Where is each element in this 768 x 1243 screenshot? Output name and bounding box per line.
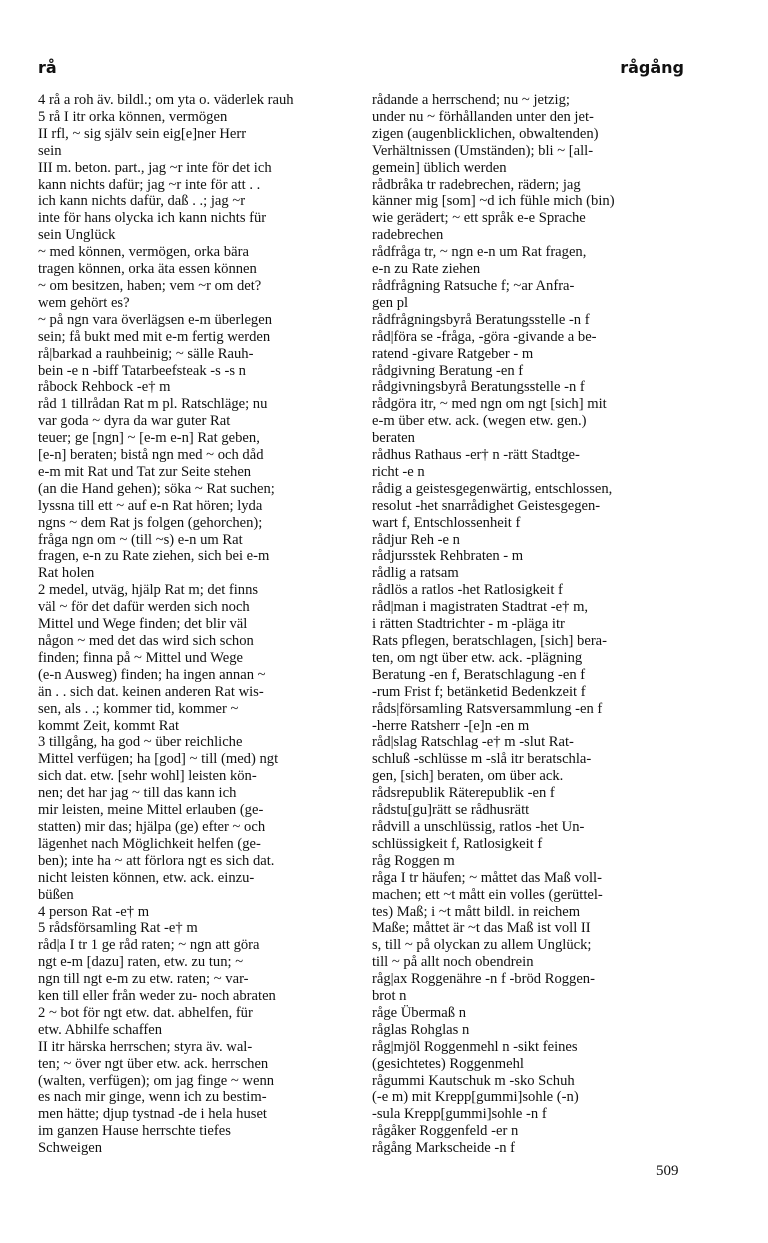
- dictionary-line: fråga ngn om ~ (till ~s) e-n um Rat: [38, 531, 243, 548]
- running-head-left: rå: [38, 58, 57, 77]
- dictionary-line: etw. Abhilfe schaffen: [38, 1021, 163, 1038]
- dictionary-line: sich dat. etw. [sehr wohl] leisten kön-: [38, 768, 257, 785]
- dictionary-line: teuer; ge [ngn] ~ [e-m e-n] Rat geben,: [38, 430, 260, 447]
- dictionary-line: beraten: [372, 430, 415, 447]
- dictionary-line: ten, om ngt über etw. ack. -plägning: [372, 649, 583, 666]
- dictionary-line: rådvill a unschlüssig, ratlos -het Un-: [372, 818, 585, 835]
- dictionary-line: [e-n] beraten; bistå ngn med ~ och dåd: [38, 447, 264, 464]
- dictionary-line: råd|a I tr 1 ge råd raten; ~ ngn att göra: [38, 937, 260, 954]
- dictionary-line: e-m über etw. ack. (wegen etw. gen.): [372, 413, 587, 430]
- dictionary-line: råg Roggen m: [372, 852, 455, 869]
- dictionary-line: ten; ~ över ngt über etw. ack. herrschen: [38, 1055, 269, 1072]
- dictionary-line: bein -e n -biff Tatarbeefsteak -s -s n: [38, 362, 246, 379]
- dictionary-line: schluß -schlüsse m -slå itr beratschla-: [372, 751, 592, 768]
- dictionary-line: 2 ~ bot för ngt etw. dat. abhelfen, für: [38, 1004, 253, 1021]
- dictionary-line: lägenhet nach Möglichkeit helfen (ge-: [38, 835, 261, 852]
- dictionary-line: rådhus Rathaus -er† n -rätt Stadtge-: [372, 447, 580, 464]
- dictionary-line: till ~ på allt noch obendrein: [372, 954, 534, 971]
- dictionary-line: 3 tillgång, ha god ~ über reichliche: [38, 734, 243, 751]
- dictionary-line: III m. beton. part., jag ~r inte för det ich: [38, 159, 272, 176]
- dictionary-line: radebrechen: [372, 227, 444, 244]
- dictionary-line: wem gehört es?: [38, 294, 130, 311]
- dictionary-line: ~ om besitzen, haben; vem ~r om det?: [38, 277, 262, 294]
- dictionary-line: 4 person Rat -e† m: [38, 903, 150, 920]
- dictionary-line: kommt Zeit, kommt Rat: [38, 717, 180, 734]
- dictionary-line: sein; få bukt med mit e-m fertig werden: [38, 328, 271, 345]
- dictionary-line: rågång Markscheide -n f: [372, 1140, 516, 1157]
- dictionary-line: råd|slag Ratschlag -e† m -slut Rat-: [372, 734, 574, 751]
- dictionary-line: sein: [38, 142, 62, 159]
- dictionary-line: ich kann nichts dafür, daß . .; jag ~r: [38, 193, 246, 210]
- dictionary-line: råbock Rehbock -e† m: [38, 379, 171, 396]
- dictionary-line: II itr härska herrschen; styra äv. wal-: [38, 1038, 253, 1055]
- dictionary-line: Maße; måttet är ~t das Maß ist voll II: [372, 920, 591, 937]
- dictionary-line: lyssna till ett ~ auf e-n Rat hören; lyda: [38, 497, 263, 514]
- dictionary-line: 5 rå I itr orka können, vermögen: [38, 108, 228, 125]
- dictionary-line: rådjur Reh -e n: [372, 531, 460, 548]
- dictionary-line: i rätten Stadtrichter - m -pläga itr: [372, 616, 565, 633]
- dictionary-line: Schweigen: [38, 1140, 103, 1157]
- dictionary-line: rågåker Roggenfeld -er n: [372, 1123, 519, 1140]
- dictionary-line: råglas Rohglas n: [372, 1021, 470, 1038]
- dictionary-line: ngt e-m [dazu] raten, etw. zu tun; ~: [38, 954, 244, 971]
- dictionary-line: ben); inte ha ~ att förlora ngt es sich dat.: [38, 852, 275, 869]
- dictionary-line: råg|ax Roggenähre -n f -bröd Roggen-: [372, 971, 595, 988]
- dictionary-line: (e-n Ausweg) finden; ha ingen annan ~: [38, 666, 266, 683]
- dictionary-line: (walten, verfügen); om jag finge ~ wenn: [38, 1072, 275, 1089]
- dictionary-line: resolut -het snarrådighet Geistesgegen-: [372, 497, 601, 514]
- dictionary-line: richt -e n: [372, 463, 425, 480]
- dictionary-line: ratend -givare Ratgeber - m: [372, 345, 534, 362]
- dictionary-line: (gesichtetes) Roggenmehl: [372, 1055, 524, 1072]
- dictionary-line: ngn till ngt e-m zu etw. raten; ~ var-: [38, 971, 249, 988]
- dictionary-line: gen, [sich] beraten, om über ack.: [372, 768, 564, 785]
- dictionary-line: rådfråga tr, ~ ngn e-n um Rat fragen,: [372, 244, 587, 261]
- dictionary-line: råge Übermaß n: [372, 1004, 467, 1021]
- dictionary-line: machen; ett ~t mått ein volles (gerüttel-: [372, 886, 603, 903]
- dictionary-line: wie gerädert; ~ ett språk e-e Sprache: [372, 210, 586, 227]
- dictionary-line: ngns ~ dem Rat js folgen (gehorchen);: [38, 514, 263, 531]
- dictionary-line: II rfl, ~ sig själv sein eig[e]ner Herr: [38, 125, 247, 142]
- dictionary-line: rådlig a ratsam: [372, 565, 459, 582]
- dictionary-line: mir leisten, meine Mittel erlauben (ge-: [38, 802, 264, 819]
- dictionary-line: Beratung -en f, Beratschlagung -en f: [372, 666, 586, 683]
- dictionary-line: rådfrågning Ratsuche f; ~ar Anfra-: [372, 277, 575, 294]
- dictionary-line: zigen (augenblicklichen, obwaltenden): [372, 125, 599, 142]
- page-number: 509: [656, 1163, 679, 1179]
- dictionary-line: rådstu[gu]rätt se rådhusrätt: [372, 802, 530, 819]
- dictionary-line: sen, als . .; kommer tid, kommer ~: [38, 700, 239, 717]
- dictionary-line: råga I tr häufen; ~ måttet das Maß voll-: [372, 869, 602, 886]
- dictionary-line: wart f, Entschlossenheit f: [372, 514, 521, 531]
- dictionary-line: Rats pflegen, beratschlagen, [sich] bera-: [372, 633, 608, 649]
- dictionary-line: Rat holen: [38, 565, 95, 582]
- dictionary-line: gen pl: [372, 294, 409, 311]
- dictionary-line: än . . sich dat. keinen anderen Rat wis-: [38, 683, 264, 700]
- dictionary-line: 5 rådsförsamling Rat -e† m: [38, 920, 198, 937]
- dictionary-line: (an die Hand gehen); söka ~ Rat suchen;: [38, 480, 275, 497]
- dictionary-line: finden; finna på ~ Mittel und Wege: [38, 649, 244, 666]
- right-column: [372, 92, 692, 1157]
- dictionary-line: rådgivningsbyrå Beratungsstelle -n f: [372, 379, 585, 396]
- dictionary-line: -herre Ratsherr -[e]n -en m: [372, 717, 530, 734]
- dictionary-line: Mittel und Wege finden; det blir väl: [38, 616, 248, 633]
- dictionary-line: men hätte; djup tystnad -de i hela huset: [38, 1106, 267, 1123]
- dictionary-line: gemein] üblich werden: [372, 159, 507, 176]
- running-head-right: rågång: [620, 58, 684, 77]
- dictionary-line: tes) Maß; i ~t mått bildl. in reichem: [372, 903, 581, 920]
- dictionary-line: im ganzen Hause herrschte tiefes: [38, 1123, 231, 1140]
- dictionary-line: rådlös a ratlos -het Ratlosigkeit f: [372, 582, 563, 599]
- dictionary-line: ken till eller från weder zu- noch abraten: [38, 988, 276, 1005]
- dictionary-line: brot n: [372, 988, 407, 1005]
- dictionary-line: es nach mir ginge, wenn ich zu bestim-: [38, 1089, 267, 1106]
- dictionary-line: råg|mjöl Roggenmehl n -sikt feines: [372, 1038, 578, 1055]
- dictionary-line: -rum Frist f; betänketid Bedenkzeit f: [372, 683, 586, 700]
- dictionary-line: Mittel verfügen; ha [god] ~ till (med) ngt: [38, 751, 279, 768]
- dictionary-line: nen; det har jag ~ till das kann ich: [38, 785, 237, 802]
- dictionary-line: råd|föra se -fråga, -göra -givande a be-: [372, 328, 597, 345]
- dictionary-line: 2 medel, utväg, hjälp Rat m; det finns: [38, 582, 259, 599]
- dictionary-line: nicht leisten können, etw. ack. einzu-: [38, 869, 255, 886]
- dictionary-line: Verhältnissen (Umständen); bli ~ [all-: [372, 142, 594, 159]
- dictionary-line: rådsrepublik Räterepublik -en f: [372, 785, 555, 802]
- dictionary-line: känner mig [som] ~d ich fühle mich (bin): [372, 193, 615, 210]
- dictionary-line: rådfrågningsbyrå Beratungsstelle -n f: [372, 311, 590, 328]
- dictionary-line: var goda ~ dyra da war guter Rat: [38, 413, 231, 430]
- left-column: [38, 92, 358, 1157]
- dictionary-line: rådjursstek Rehbraten - m: [372, 548, 524, 565]
- dictionary-line: rådande a herrschend; nu ~ jetzig;: [372, 92, 570, 108]
- dictionary-line: e-m mit Rat und Tat zur Seite stehen: [38, 463, 252, 480]
- dictionary-line: rågummi Kautschuk m -sko Schuh: [372, 1072, 575, 1089]
- dictionary-line: -sula Krepp[gummi]sohle -n f: [372, 1106, 547, 1123]
- dictionary-line: väl ~ för det dafür werden sich noch: [38, 599, 250, 616]
- dictionary-line: inte för hans olycka ich kann nichts für: [38, 210, 267, 227]
- dictionary-line: under nu ~ förhållanden unter den jet-: [372, 108, 594, 125]
- dictionary-line: rå|barkad a rauhbeinig; ~ sälle Rauh-: [38, 345, 254, 362]
- dictionary-line: ~ med können, vermögen, orka bära: [38, 244, 249, 261]
- dictionary-line: (-e m) mit Krepp[gummi]sohle (-n): [372, 1089, 579, 1106]
- dictionary-line: fragen, e-n zu Rate ziehen, sich bei e-m: [38, 548, 270, 565]
- dictionary-line: kann nichts dafür; jag ~r inte för att . .: [38, 176, 261, 193]
- dictionary-line: rådgöra itr, ~ med ngn om ngt [sich] mit: [372, 396, 607, 413]
- dictionary-line: rådig a geistesgegenwärtig, entschlossen,: [372, 480, 613, 497]
- dictionary-line: rådgivning Beratung -en f: [372, 362, 524, 379]
- dictionary-line: statten) mir das; hjälpa (ge) efter ~ och: [38, 818, 266, 835]
- dictionary-line: büßen: [38, 886, 74, 903]
- dictionary-line: schlüssigkeit f, Ratlosigkeit f: [372, 835, 543, 852]
- dictionary-line: s, till ~ på olyckan zu allem Unglück;: [372, 937, 592, 954]
- dictionary-line: rådbråka tr radebrechen, rädern; jag: [372, 176, 581, 193]
- dictionary-line: sein Unglück: [38, 227, 116, 244]
- dictionary-line: råds|församling Ratsversammlung -en f: [372, 700, 603, 717]
- dictionary-line: råd 1 tillrådan Rat m pl. Ratschläge; nu: [38, 396, 268, 413]
- dictionary-line: tragen können, orka äta essen können: [38, 261, 257, 278]
- dictionary-line: ~ på ngn vara överlägsen e-m überlegen: [38, 311, 272, 328]
- dictionary-line: 4 rå a roh äv. bildl.; om yta o. väderlek rauh: [38, 92, 294, 108]
- dictionary-line: råd|man i magistraten Stadtrat -e† m,: [372, 599, 589, 616]
- dictionary-line: någon ~ med det das wird sich schon: [38, 633, 254, 649]
- dictionary-line: e-n zu Rate ziehen: [372, 261, 481, 278]
